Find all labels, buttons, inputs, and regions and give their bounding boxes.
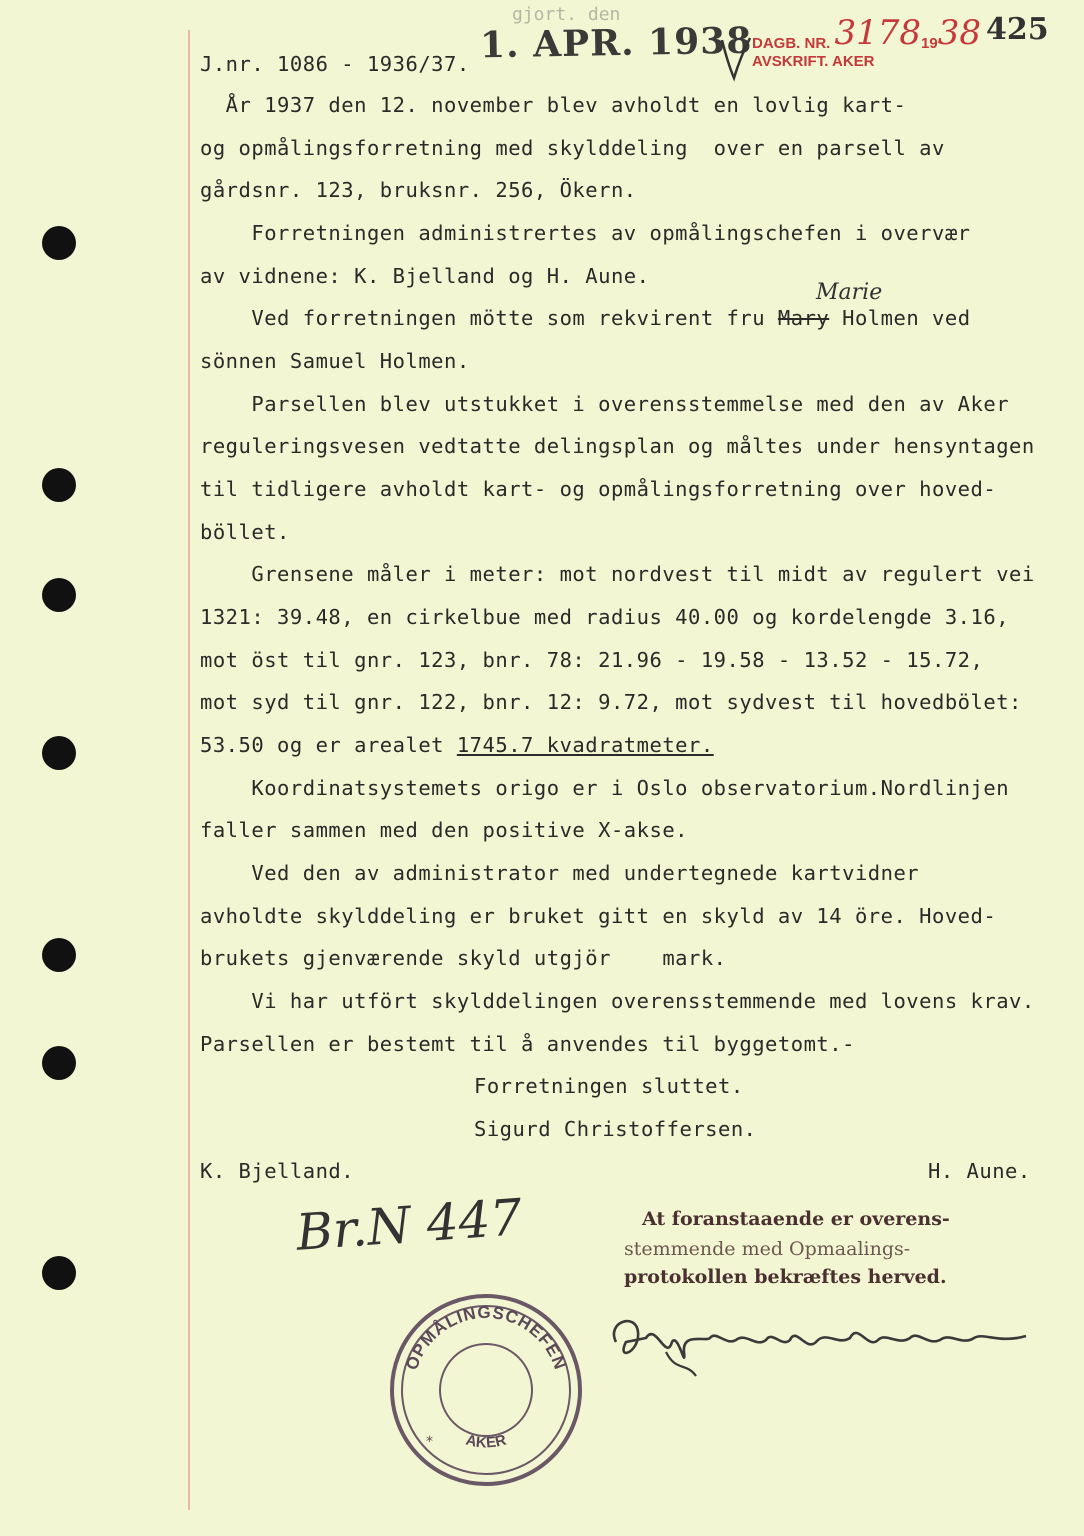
margin-line — [188, 30, 190, 1510]
body-line: Parsellen blev utstukket i overensstemmelse med den av Aker — [200, 392, 1010, 416]
certification-line: protokollen bekræftes herved. — [624, 1266, 947, 1288]
certification-line: At foranstaaende er overens- — [642, 1208, 950, 1230]
binder-hole — [42, 938, 76, 972]
area-value: 1745.7 kvadratmeter. — [456, 733, 714, 757]
closing-line: Forretningen sluttet. — [474, 1074, 744, 1098]
date-stamp: 1. APR. 1938 — [479, 19, 753, 67]
body-line: sönnen Samuel Holmen. — [200, 349, 470, 373]
dagb-label: DAGB. NR. — [752, 35, 831, 52]
body-line: Parsellen er bestemt til å anvendes til byggetomt.- — [200, 1032, 855, 1056]
body-line: År 1937 den 12. november blev avholdt en lovlig kart- — [200, 93, 907, 117]
avskrift-label: AVSKRIFT. AKER — [752, 53, 875, 70]
witness-left: K. Bjelland. — [200, 1159, 355, 1183]
struck-name: Mary — [777, 306, 830, 330]
rekvirent-end: Holmen ved — [829, 306, 971, 330]
body-line: Forretningen administrertes av opmålingschefen i overvær — [200, 221, 971, 245]
body-line: til tidligere avholdt kart- og opmålingsforretning over hoved- — [200, 477, 997, 501]
body-line: avholdte skylddeling er bruket gitt en skyld av 14 öre. Hoved- — [200, 904, 997, 928]
signer-name: Sigurd Christoffersen. — [474, 1117, 757, 1141]
official-seal — [386, 1290, 586, 1490]
body-line: Grensene måler i meter: mot nordvest til midt av regulert vei — [200, 562, 1035, 586]
dagb-year-prefix: 19 — [921, 35, 938, 52]
body-line: Koordinatsystemets origo er i Oslo observatorium.Nordlinjen — [200, 776, 1010, 800]
area-start: 53.50 og er arealet — [200, 733, 457, 757]
body-line: gårdsnr. 123, bruksnr. 256, Ökern. — [200, 178, 637, 202]
body-line: böllet. — [200, 520, 290, 544]
seal-top-text: OPMÅLINGSCHEFEN — [402, 1302, 570, 1373]
page-number: 425 — [986, 12, 1049, 47]
body-line: mot syd til gnr. 122, bnr. 12: 9.72, mot sydvest til hovedbölet: — [200, 690, 1022, 714]
certification-line: stemmende med Opmaalings- — [624, 1238, 911, 1260]
body-line-area — [200, 733, 714, 757]
body-line: brukets gjenværende skyld utgjör mark. — [200, 946, 727, 970]
body-line: 1321: 39.48, en cirkelbue med radius 40.00 og kordelengde 3.16, — [200, 605, 1010, 629]
registry-stamp — [752, 13, 981, 71]
binder-hole — [42, 578, 76, 612]
body-line: Ved den av administrator med undertegnede kartvidner — [200, 861, 920, 885]
binder-hole — [42, 1256, 76, 1290]
stamp-faint-text: gjort. den — [512, 4, 621, 25]
handwritten-name-insert: Marie — [816, 280, 883, 305]
signature — [606, 1302, 1046, 1382]
body-line: mot öst til gnr. 123, bnr. 78: 21.96 - 19.58 - 13.52 - 15.72, — [200, 648, 984, 672]
body-line: og opmålingsforretning med skylddeling over en parsell av — [200, 136, 945, 160]
binder-hole — [42, 468, 76, 502]
journal-number: J.nr. 1086 - 1936/37. — [200, 52, 470, 76]
seal-star-icon: * — [426, 1434, 433, 1450]
body-line-rekvirent — [200, 306, 971, 330]
body-line: av vidnene: K. Bjelland og H. Aune. — [200, 264, 650, 288]
witness-right: H. Aune. — [928, 1159, 1031, 1183]
rekvirent-start: Ved forretningen mötte som rekvirent fru — [200, 306, 778, 330]
binder-hole — [42, 736, 76, 770]
body-line: faller sammen med den positive X-akse. — [200, 818, 688, 842]
seal-bottom-text: AKER — [464, 1431, 508, 1452]
binder-hole — [42, 226, 76, 260]
body-line: reguleringsvesen vedtatte delingsplan og måltes under hensyntagen — [200, 434, 1035, 458]
handwritten-bnr: Br.N 447 — [294, 1188, 524, 1262]
dagb-number: 3178 — [834, 13, 922, 53]
binder-hole — [42, 1046, 76, 1080]
dagb-year: 38 — [937, 13, 981, 53]
checkmark-icon — [718, 34, 754, 82]
body-line: Vi har utfört skylddelingen overensstemmende med lovens krav. — [200, 989, 1035, 1013]
